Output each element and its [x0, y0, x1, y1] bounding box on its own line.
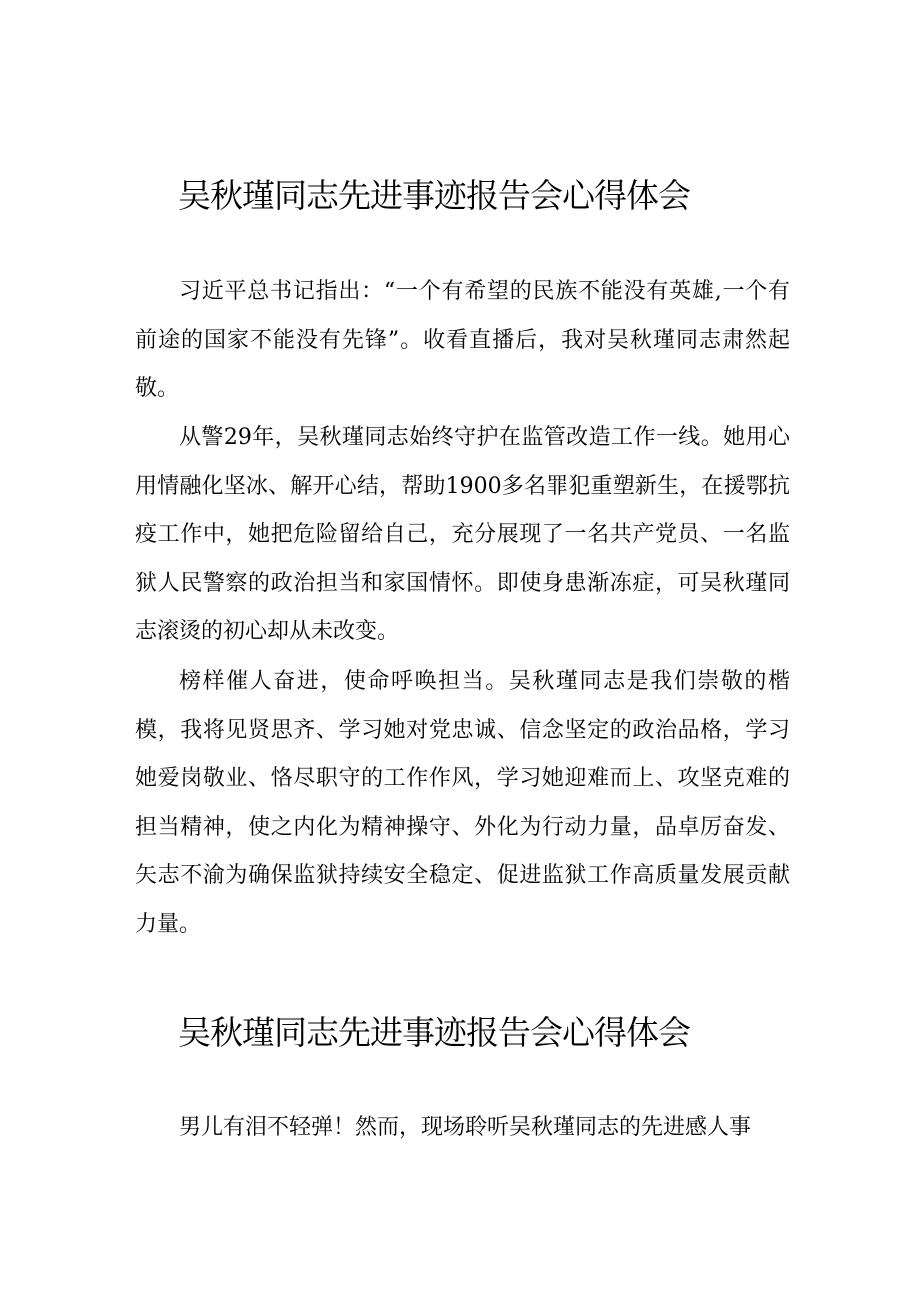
section-1-title: 吴秋瑾同志先进事迹报告会心得体会 [178, 176, 690, 215]
section-2-paragraph-1: 男儿有泪不轻弹！然而，现场聆听吴秋瑾同志的先进感人事 [179, 1115, 752, 1140]
section-1-paragraph-2: 从警29年，吴秋瑾同志始终守护在监管改造工作一线。她用心用情融化坚冰、解开心结，帮助1900多名罪犯重塑新生，在援鄂抗疫工作中，她把危险留给自己，充分展现了一名共产党员、一名监狱人民警察的政治担当和家国情怀。即使身患渐冻症，可吴秋瑾同志滚烫的初心却从未改变。 [135, 425, 790, 644]
section-2-title: 吴秋瑾同志先进事迹报告会心得体会 [178, 1013, 690, 1052]
section-1-paragraph-1: 习近平总书记指出：“一个有希望的民族不能没有英雄,一个有前途的国家不能没有先锋”。收看直播后，我对吴秋瑾同志肃然起敬。 [135, 279, 790, 401]
section-1-paragraph-3: 榜样催人奋进，使命呼唤担当。吴秋瑾同志是我们崇敬的楷模，我将见贤思齐、学习她对党忠诚、信念坚定的政治品格，学习她爱岗敬业、恪尽职守的工作作风，学习她迎难而上、攻坚克难的担当精神，使之内化为精神操守、外化为行动力量，品卓厉奋发、矢志不渝为确保监狱持续安全稳定、促进监狱工作高质量发展贡献力量。 [135, 669, 790, 937]
